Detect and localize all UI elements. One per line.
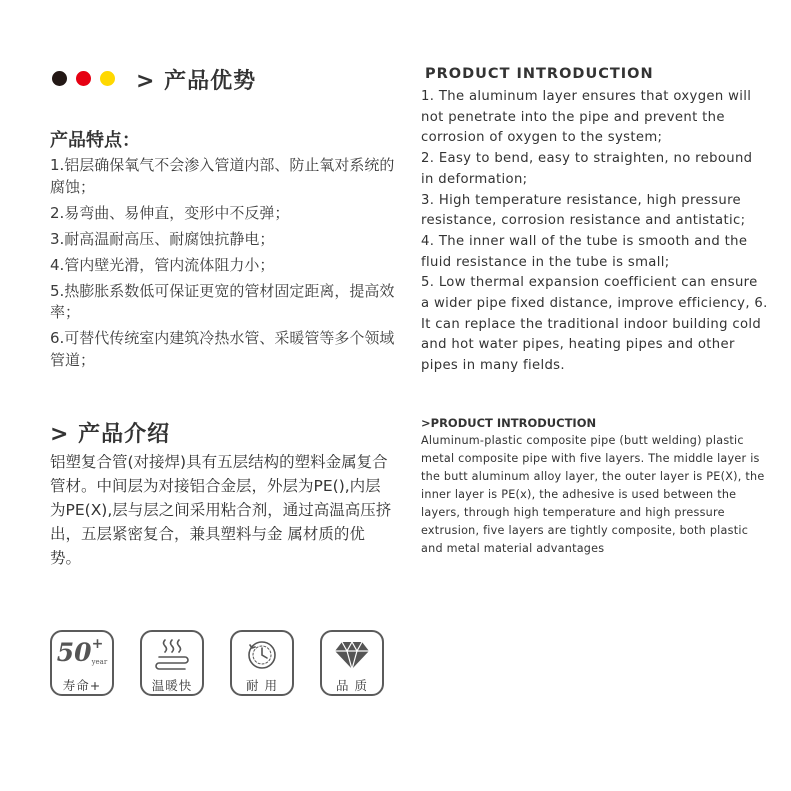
clock-durability-icon [246,638,278,672]
red-dot [76,71,91,86]
feature-item: 6.可替代传统室内建筑冷热水管、采暖管等多个领域管道； [50,329,395,369]
features-list [50,155,405,376]
fifty-year-icon [57,638,107,672]
intro-heading: > 产品介绍 [50,422,171,447]
black-dot [52,71,67,86]
features-heading: 产品特点： [50,130,140,151]
feature-item: 5.热膨胀系数低可保证更宽的管材固定距离，提高效率； [50,281,395,321]
feature-item: 3.耐高温耐高压、耐腐蚀抗静电； [50,229,275,248]
english-intro-text: Aluminum-plastic composite pipe (butt welding) plastic metal composite pipe with five layers. The middle layer is the butt aluminum alloy layer, the outer layer is PE(X), the inner layer is PE(x), the adhesive is used between the layers, through high temperature and high pressure extrusion, five layers are tightly composite, both plastic and metal material advantages [421,434,765,555]
heat-waves-icon [154,638,190,672]
advantages-heading: > 产品优势 [136,69,257,94]
durability-badge [230,630,294,696]
warmth-badge [140,630,204,696]
english-product-list [421,87,769,377]
english-item: 1. The aluminum layer ensures that oxygen will not penetrate into the pipe and prevent the corrosion of oxygen to the system; [421,89,752,146]
lifespan-number: 50 [56,638,92,667]
feature-item: 2.易弯曲、易伸直，变形中不反弹； [50,203,290,222]
lifespan-year: year [91,658,108,666]
durability-label: 耐 用 [246,678,278,693]
diamond-icon [334,638,370,672]
lifespan-plus: + [91,636,104,652]
feature-item: 4.管内壁光滑，管内流体阻力小； [50,255,275,274]
feature-item: 1.铝层确保氧气不会渗入管道内部、防止氧对系统的腐蚀； [50,156,395,196]
intro-text: 铝塑复合管(对接焊)具有五层结构的塑料金属复合管材。中间层为对接铝合金层，外层为PE(),内层为PE(X),层与层之间采用粘合剂，通过高温高压挤出，五层紧密复合，兼具塑料与金 属材质的优势。 [50,453,392,567]
english-product-heading: PRODUCT INTRODUCTION [425,66,654,82]
lifespan-label: 寿命+ [62,678,102,693]
english-item: 4. The inner wall of the tube is smooth and the fluid resistance in the tube is small; [421,233,748,270]
feature-badges [50,630,384,696]
english-intro-heading: >PRODUCT INTRODUCTION [421,416,597,430]
yellow-dot [100,71,115,86]
warmth-label: 温暖快 [151,678,193,693]
decorative-dots [52,71,115,86]
quality-label: 品 质 [336,678,368,693]
english-item: 2. Easy to bend, easy to straighten, no rebound in deformation; [421,151,753,187]
english-item: 3. High temperature resistance, high pressure resistance, corrosion resistance and antistatic; [421,192,746,229]
lifespan-badge [50,630,114,696]
english-item: 5. Low thermal expansion coefficient can ensure a wider pipe fixed distance, improve efficiency, 6. It can replace the traditional indoor building cold and hot water pipes, heating pipes and other pipes in many fields. [421,275,768,374]
quality-badge [320,630,384,696]
